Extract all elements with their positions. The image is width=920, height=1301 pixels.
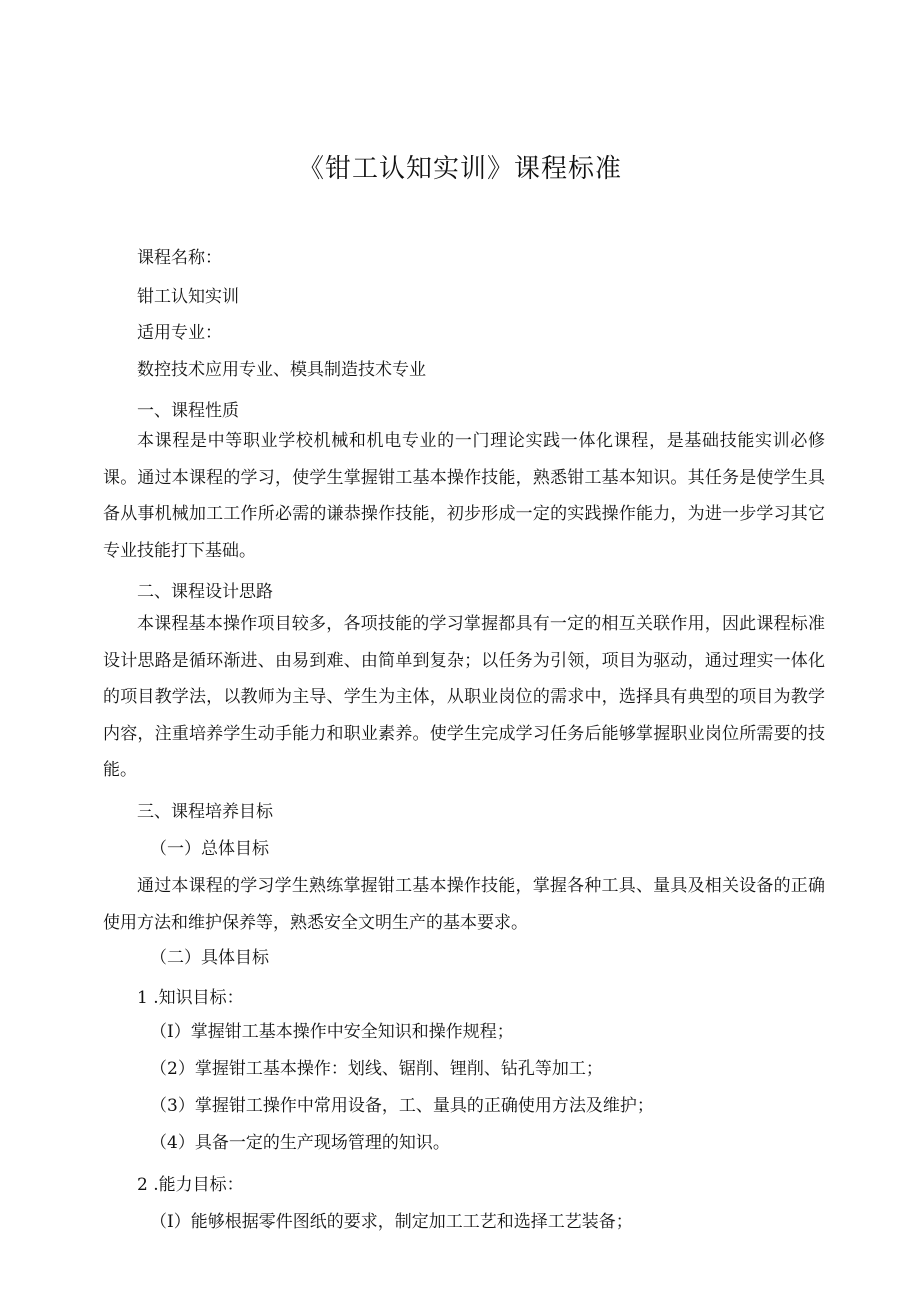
document-title: 《钳工认知实训》课程标准 xyxy=(297,154,622,184)
major-value: 数控技术应用专业、模具制造技术专业 xyxy=(137,360,426,380)
ability-item: （I）能够根据零件图纸的要求，制定加工工艺和选择工艺装备； xyxy=(150,1212,633,1232)
knowledge-goals-heading: 1 .知识目标： xyxy=(137,988,244,1008)
subsection-heading-overall: （一）总体目标 xyxy=(150,839,269,859)
knowledge-item: （3）掌握钳工操作中常用设备，工、量具的正确使用方法及维护； xyxy=(150,1096,654,1116)
course-name-label: 课程名称： xyxy=(137,248,222,268)
section-body-nature: 本课程是中等职业学校机械和机电专业的一门理论实践一体化课程，是基础技能实训必修课。通过本课程的学习，使学生掌握钳工基本操作技能，熟悉钳工基本知识。其任务是使学生具备从事机械加工工作所必需的谦恭操作技能，初步形成一定的实践操作能力，为进一步学习其它专业技能打下基础。 xyxy=(103,431,825,561)
knowledge-item: （2）掌握钳工基本操作：划线、锯削、锂削、钻孔等加工； xyxy=(150,1059,603,1079)
section-heading-goals: 三、课程培养目标 xyxy=(137,802,273,822)
subsection-heading-specific: （二）具体目标 xyxy=(150,948,269,968)
section-heading-design: 二、课程设计思路 xyxy=(137,582,273,602)
subsection-body-overall: 通过本课程的学习学生熟练掌握钳工基本操作技能，掌握各种工具、量具及相关设备的正确使用方法和维护保养等，熟悉安全文明生产的基本要求。 xyxy=(103,876,825,933)
knowledge-item: （I）掌握钳工基本操作中安全知识和操作规程； xyxy=(150,1022,514,1042)
knowledge-item: （4）具备一定的生产现场管理的知识。 xyxy=(150,1133,450,1153)
section-body-design: 本课程基本操作项目较多，各项技能的学习掌握都具有一定的相互关联作用，因此课程标准设计思路是循环渐进、由易到难、由简单到复杂；以任务为引领，项目为驱动，通过理实一体化的项目教学法，以教师为主导、学生为主体，从职业岗位的需求中，选择具有典型的项目为教学内容，注重培养学生动手能力和职业素养。使学生完成学习任务后能够掌握职业岗位所需要的技能。 xyxy=(103,614,825,780)
course-name-value: 钳工认知实训 xyxy=(137,287,239,307)
section-heading-nature: 一、课程性质 xyxy=(137,401,239,421)
major-label: 适用专业： xyxy=(137,323,222,343)
ability-goals-heading: 2 .能力目标： xyxy=(137,1175,244,1195)
